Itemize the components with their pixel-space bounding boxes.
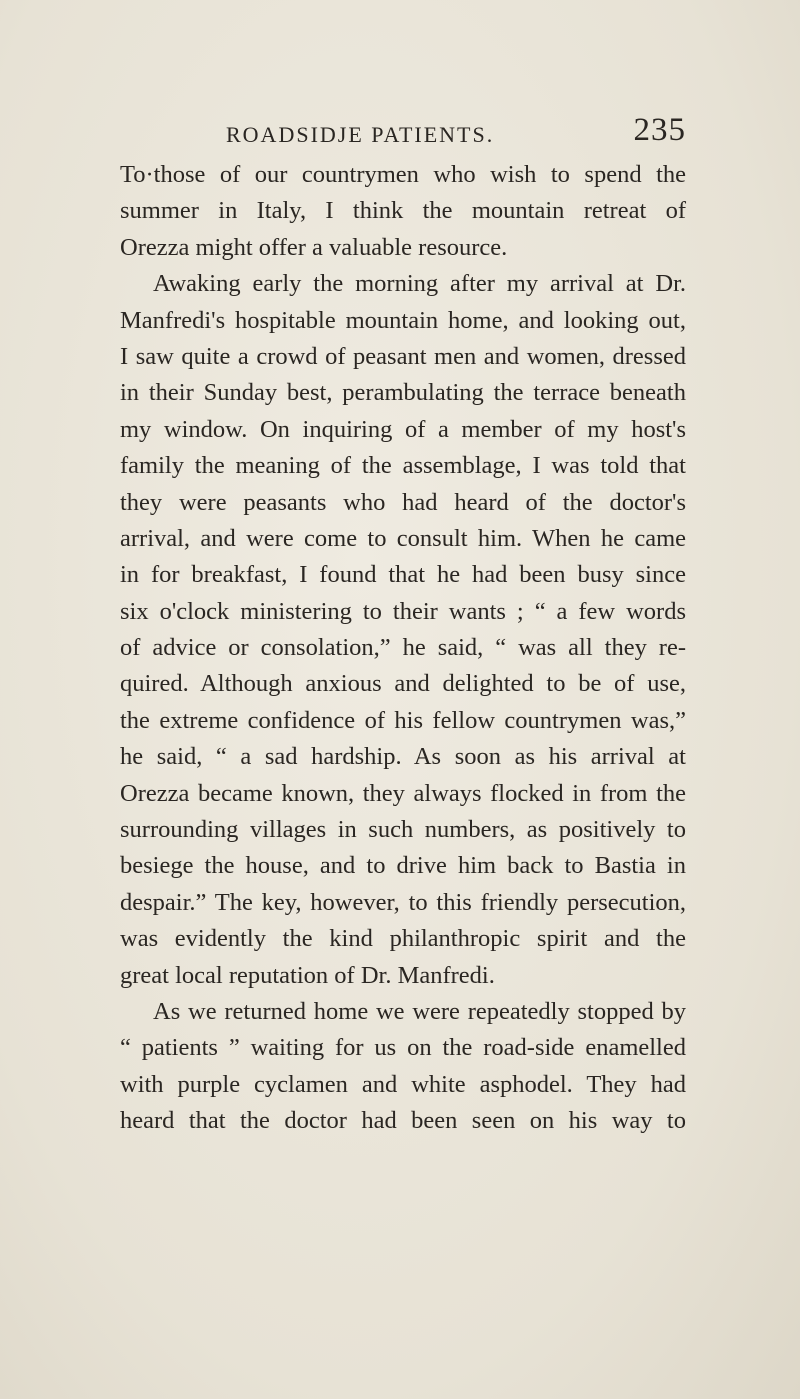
text-line: summer in Italy, I think the mountain retreat of [120,197,686,225]
text-line: I saw quite a crowd of peasant men and women, dressed [120,342,686,370]
page-number: 235 [633,112,686,148]
text-line: quired. Although anxious and delighted to be of use, [120,670,686,698]
text-line: he said, “ a sad hardship. As soon as his arrival at [120,743,686,771]
text-line: they were peasants who had heard of the doctor's [120,488,686,516]
text-line: Orezza became known, they always flocked in from the [120,779,686,807]
text-line: six o'clock ministering to their wants ; “ a few words [120,597,686,625]
text-line: the extreme confidence of his fellow countrymen was,” [120,706,686,734]
text-line: surrounding villages in such numbers, as positively to [120,816,686,844]
text-line: family the meaning of the assemblage, I was told that [120,452,686,480]
text-line: despair.” The key, however, to this friendly persecution, [120,888,686,916]
text-line: great local reputation of Dr. Manfredi. [120,961,495,989]
text-line: heard that the doctor had been seen on his way to [120,1107,686,1135]
running-head: ROADSIDJE PATIENTS. [226,122,495,147]
text-line: of advice or consolation,” he said, “ was all they re- [120,634,686,662]
text-line: in for breakfast, I found that he had been busy since [120,561,686,589]
text-line: besiege the house, and to drive him back to Bastia in [120,852,686,880]
text-line: my window. On inquiring of a member of my host's [120,415,686,443]
text-line: Awaking early the morning after my arrival at Dr. [153,270,686,298]
text-line: To·those of our countrymen who wish to spend the [120,161,686,188]
text-line: As we returned home we were repeatedly stopped by [153,997,686,1025]
text-line: Manfredi's hospitable mountain home, and looking out, [120,306,686,334]
text-line: arrival, and were come to consult him. When he came [120,524,686,552]
text-line: “ patients ” waiting for us on the road-side enamelled [120,1034,686,1062]
text-line: with purple cyclamen and white asphodel. They had [120,1070,686,1098]
text-line: was evidently the kind philanthropic spirit and the [120,925,686,953]
text-line: Orezza might offer a valuable resource. [120,233,508,261]
text-line: in their Sunday best, perambulating the terrace beneath [120,379,686,407]
body-text [120,157,686,1140]
page-header [226,112,686,154]
